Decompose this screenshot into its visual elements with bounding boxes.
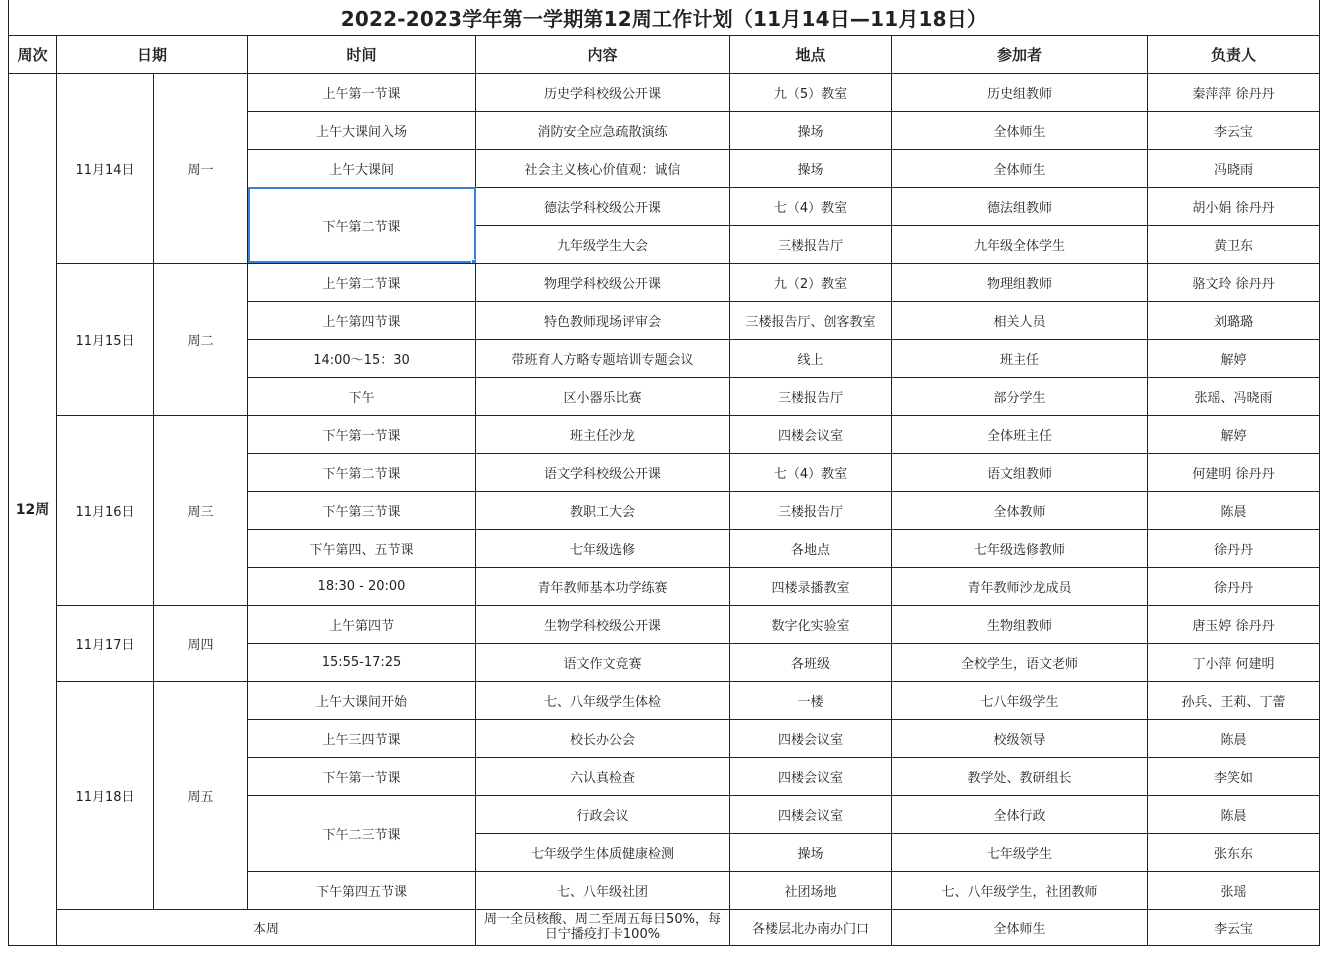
weekday-cell[interactable]: 周三	[154, 415, 248, 605]
content-cell[interactable]: 七、八年级社团	[476, 871, 730, 909]
place-cell[interactable]: 三楼报告厅、创客教室	[730, 301, 892, 339]
time-cell[interactable]: 14:00～15：30	[248, 339, 476, 377]
footer-owner-cell[interactable]: 李云宝	[1148, 909, 1320, 945]
participants-cell[interactable]: 物理组教师	[892, 263, 1148, 301]
time-cell[interactable]: 上午第一节课	[248, 73, 476, 111]
owner-cell[interactable]: 刘璐璐	[1148, 301, 1320, 339]
place-cell[interactable]: 四楼会议室	[730, 415, 892, 453]
owner-cell[interactable]: 李云宝	[1148, 111, 1320, 149]
owner-cell[interactable]: 黄卫东	[1148, 225, 1320, 263]
header-week: 周次	[9, 35, 57, 73]
header-content: 内容	[476, 35, 730, 73]
content-cell[interactable]: 语文学科校级公开课	[476, 453, 730, 491]
time-cell[interactable]: 上午大课间开始	[248, 681, 476, 719]
place-cell[interactable]: 三楼报告厅	[730, 225, 892, 263]
participants-cell[interactable]: 全体师生	[892, 111, 1148, 149]
place-cell[interactable]: 各班级	[730, 643, 892, 681]
content-cell[interactable]: 班主任沙龙	[476, 415, 730, 453]
place-cell[interactable]: 三楼报告厅	[730, 377, 892, 415]
footer-row	[9, 909, 1320, 945]
content-cell[interactable]: 九年级学生大会	[476, 225, 730, 263]
place-cell[interactable]: 七（4）教室	[730, 187, 892, 225]
place-cell[interactable]: 四楼会议室	[730, 757, 892, 795]
time-cell[interactable]: 上午大课间	[248, 149, 476, 187]
content-cell[interactable]: 带班育人方略专题培训专题会议	[476, 339, 730, 377]
content-cell[interactable]: 六认真检查	[476, 757, 730, 795]
participants-cell[interactable]: 全校学生，语文老师	[892, 643, 1148, 681]
participants-cell[interactable]: 相关人员	[892, 301, 1148, 339]
owner-cell[interactable]: 骆文玲 徐丹丹	[1148, 263, 1320, 301]
content-cell[interactable]: 物理学科校级公开课	[476, 263, 730, 301]
time-cell[interactable]: 18:30 - 20:00	[248, 567, 476, 605]
owner-cell[interactable]: 胡小娟 徐丹丹	[1148, 187, 1320, 225]
fill-handle[interactable]	[471, 259, 476, 264]
owner-cell[interactable]: 何建明 徐丹丹	[1148, 453, 1320, 491]
content-cell[interactable]: 区小器乐比赛	[476, 377, 730, 415]
footer-content-cell[interactable]: 周一全员核酸、周二至周五每日50%，每日宁播疫打卡100%	[476, 909, 730, 945]
date-cell[interactable]: 11月14日	[57, 73, 154, 263]
content-cell[interactable]: 历史学科校级公开课	[476, 73, 730, 111]
date-cell[interactable]: 11月18日	[57, 681, 154, 909]
date-cell[interactable]: 11月15日	[57, 263, 154, 415]
table-row	[9, 73, 1320, 111]
time-cell[interactable]: 上午第四节	[248, 605, 476, 643]
time-cell[interactable]: 上午大课间入场	[248, 111, 476, 149]
header-place: 地点	[730, 35, 892, 73]
footer-place-cell[interactable]: 各楼层北办南办门口	[730, 909, 892, 945]
header-participants: 参加者	[892, 35, 1148, 73]
participants-cell[interactable]: 教学处、教研组长	[892, 757, 1148, 795]
owner-cell[interactable]: 张东东	[1148, 833, 1320, 871]
content-cell[interactable]: 生物学科校级公开课	[476, 605, 730, 643]
place-cell[interactable]: 数字化实验室	[730, 605, 892, 643]
owner-cell[interactable]: 冯晓雨	[1148, 149, 1320, 187]
owner-cell[interactable]: 张瑶、冯晓雨	[1148, 377, 1320, 415]
participants-cell[interactable]: 全体行政	[892, 795, 1148, 833]
content-cell[interactable]: 七年级学生体质健康检测	[476, 833, 730, 871]
header-date: 日期	[57, 35, 248, 73]
place-cell[interactable]: 九（2）教室	[730, 263, 892, 301]
participants-cell[interactable]: 全体教师	[892, 491, 1148, 529]
date-cell[interactable]: 11月17日	[57, 605, 154, 681]
content-cell[interactable]: 德法学科校级公开课	[476, 187, 730, 225]
participants-cell[interactable]: 青年教师沙龙成员	[892, 567, 1148, 605]
owner-cell[interactable]: 陈晨	[1148, 491, 1320, 529]
participants-cell[interactable]: 部分学生	[892, 377, 1148, 415]
table-row	[9, 263, 1320, 301]
time-cell[interactable]: 下午第一节课	[248, 757, 476, 795]
time-cell[interactable]: 下午第四五节课	[248, 871, 476, 909]
content-cell[interactable]: 七年级选修	[476, 529, 730, 567]
place-cell[interactable]: 操场	[730, 149, 892, 187]
content-cell[interactable]: 行政会议	[476, 795, 730, 833]
time-cell[interactable]: 上午第二节课	[248, 263, 476, 301]
place-cell[interactable]: 操场	[730, 111, 892, 149]
place-cell[interactable]: 九（5）教室	[730, 73, 892, 111]
content-cell[interactable]: 校长办公会	[476, 719, 730, 757]
content-cell[interactable]: 青年教师基本功学练赛	[476, 567, 730, 605]
weekday-cell[interactable]: 周一	[154, 73, 248, 263]
content-cell[interactable]: 语文作文竞赛	[476, 643, 730, 681]
table-row	[9, 681, 1320, 719]
content-cell[interactable]: 教职工大会	[476, 491, 730, 529]
owner-cell[interactable]: 唐玉婷 徐丹丹	[1148, 605, 1320, 643]
table-row	[9, 605, 1320, 643]
place-cell[interactable]: 操场	[730, 833, 892, 871]
header-row	[9, 35, 1320, 73]
time-cell[interactable]: 下午第二节课	[248, 453, 476, 491]
weekday-cell[interactable]: 周二	[154, 263, 248, 415]
participants-cell[interactable]: 全体班主任	[892, 415, 1148, 453]
place-cell[interactable]: 社团场地	[730, 871, 892, 909]
date-cell[interactable]: 11月16日	[57, 415, 154, 605]
header-time: 时间	[248, 35, 476, 73]
table-row	[9, 415, 1320, 453]
page-title: 2022-2023学年第一学期第12周工作计划（11月14日—11月18日）	[9, 0, 1320, 35]
place-cell[interactable]: 一楼	[730, 681, 892, 719]
owner-cell[interactable]: 陈晨	[1148, 719, 1320, 757]
participants-cell[interactable]: 九年级全体学生	[892, 225, 1148, 263]
owner-cell[interactable]: 孙兵、王莉、丁蕾	[1148, 681, 1320, 719]
owner-cell[interactable]: 张瑶	[1148, 871, 1320, 909]
time-cell[interactable]: 下午二三节课	[248, 795, 476, 871]
participants-cell[interactable]: 校级领导	[892, 719, 1148, 757]
place-cell[interactable]: 三楼报告厅	[730, 491, 892, 529]
participants-cell[interactable]: 全体师生	[892, 149, 1148, 187]
weekday-cell[interactable]: 周五	[154, 681, 248, 909]
time-cell[interactable]: 下午	[248, 377, 476, 415]
footer-participants-cell[interactable]: 全体师生	[892, 909, 1148, 945]
time-cell[interactable]: 下午第一节课	[248, 415, 476, 453]
place-cell[interactable]: 四楼会议室	[730, 719, 892, 757]
participants-cell[interactable]: 班主任	[892, 339, 1148, 377]
place-cell[interactable]: 线上	[730, 339, 892, 377]
footer-label-cell[interactable]: 本周	[57, 909, 476, 945]
participants-cell[interactable]: 语文组教师	[892, 453, 1148, 491]
time-cell[interactable]: 上午三四节课	[248, 719, 476, 757]
owner-cell[interactable]: 解婷	[1148, 339, 1320, 377]
participants-cell[interactable]: 生物组教师	[892, 605, 1148, 643]
participants-cell[interactable]: 七八年级学生	[892, 681, 1148, 719]
content-cell[interactable]: 七、八年级学生体检	[476, 681, 730, 719]
place-cell[interactable]: 七（4）教室	[730, 453, 892, 491]
time-cell[interactable]: 15:55-17:25	[248, 643, 476, 681]
time-cell[interactable]: 下午第四、五节课	[248, 529, 476, 567]
content-cell[interactable]: 社会主义核心价值观：诚信	[476, 149, 730, 187]
owner-cell[interactable]: 徐丹丹	[1148, 567, 1320, 605]
week-cell[interactable]: 12周	[9, 73, 57, 945]
place-cell[interactable]: 四楼会议室	[730, 795, 892, 833]
owner-cell[interactable]: 秦萍萍 徐丹丹	[1148, 73, 1320, 111]
header-owner: 负责人	[1148, 35, 1320, 73]
participants-cell[interactable]: 历史组教师	[892, 73, 1148, 111]
time-cell[interactable]: 上午第四节课	[248, 301, 476, 339]
schedule-table	[8, 0, 1320, 946]
participants-cell[interactable]: 七年级学生	[892, 833, 1148, 871]
owner-cell[interactable]: 李笑如	[1148, 757, 1320, 795]
selected-time-cell[interactable]	[248, 187, 476, 263]
owner-cell[interactable]: 丁小萍 何建明	[1148, 643, 1320, 681]
weekday-cell[interactable]: 周四	[154, 605, 248, 681]
content-cell[interactable]: 特色教师现场评审会	[476, 301, 730, 339]
owner-cell[interactable]: 徐丹丹	[1148, 529, 1320, 567]
place-cell[interactable]: 四楼录播教室	[730, 567, 892, 605]
owner-cell[interactable]: 陈晨	[1148, 795, 1320, 833]
participants-cell[interactable]: 德法组教师	[892, 187, 1148, 225]
place-cell[interactable]: 各地点	[730, 529, 892, 567]
content-cell[interactable]: 消防安全应急疏散演练	[476, 111, 730, 149]
owner-cell[interactable]: 解婷	[1148, 415, 1320, 453]
participants-cell[interactable]: 七、八年级学生，社团教师	[892, 871, 1148, 909]
time-text: 下午第二节课	[322, 219, 401, 235]
time-cell[interactable]: 下午第三节课	[248, 491, 476, 529]
participants-cell[interactable]: 七年级选修教师	[892, 529, 1148, 567]
